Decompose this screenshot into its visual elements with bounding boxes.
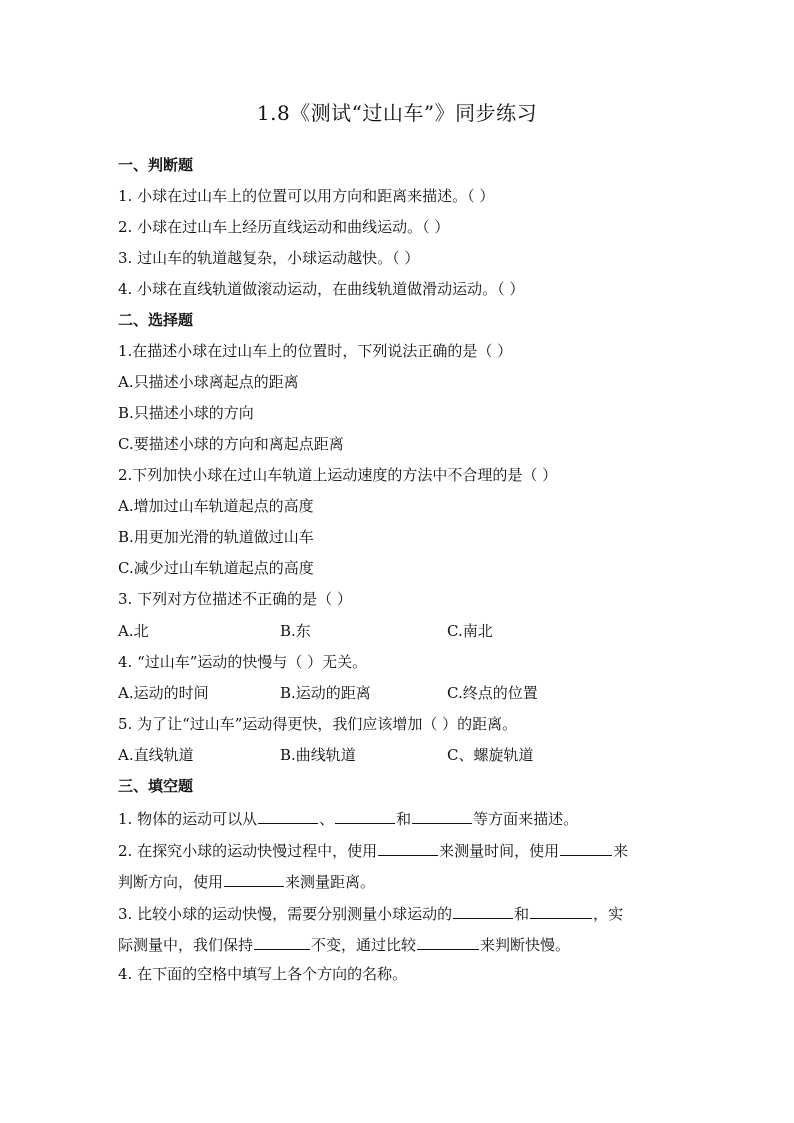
- true-false-item-1: 1. 小球在过山车上的位置可以用方向和距离来描述。（ ）: [118, 187, 495, 205]
- fill-text: 际测量中，我们保持: [118, 936, 254, 954]
- answer-blank[interactable]: [417, 933, 479, 950]
- answer-blank[interactable]: [530, 902, 592, 919]
- answer-blank[interactable]: [412, 807, 472, 824]
- answer-blank[interactable]: [378, 839, 438, 856]
- fill-text: 和: [514, 905, 530, 923]
- choice-option: B.只描述小球的方向: [118, 404, 254, 422]
- fill-text: 判断方向，使用: [118, 873, 224, 891]
- choice-question-3: 3. 下列对方位描述不正确的是（ ）: [118, 590, 352, 608]
- fill-text: 等方面来描述。: [473, 810, 579, 828]
- section-heading-true-false: 一、判断题: [118, 156, 194, 174]
- choice-question-5: 5. 为了让“过山车”运动得更快，我们应该增加（ ）的距离。: [118, 715, 518, 733]
- choice-option: A.运动的时间: [118, 684, 209, 702]
- answer-blank[interactable]: [335, 807, 395, 824]
- fill-text: 来测量距离。: [285, 873, 376, 891]
- answer-blank[interactable]: [258, 807, 318, 824]
- fill-text: ，实: [593, 905, 624, 923]
- fill-text: 来: [613, 842, 629, 860]
- fill-question-2-line-2: [118, 870, 375, 892]
- choice-option: C.南北: [447, 622, 493, 640]
- fill-question-2-line-1: [118, 839, 628, 861]
- fill-question-1: [118, 807, 578, 829]
- choice-option: B.东: [280, 622, 311, 640]
- fill-question-3-line-1: [118, 902, 623, 924]
- answer-blank[interactable]: [560, 839, 612, 856]
- section-heading-multiple-choice: 二、选择题: [118, 311, 194, 329]
- fill-text: 来测量时间，使用: [439, 842, 560, 860]
- true-false-item-4: 4. 小球在直线轨道做滚动运动，在曲线轨道做滑动运动。（ ）: [118, 280, 525, 298]
- choice-option: A.只描述小球离起点的距离: [118, 373, 299, 391]
- fill-text: 、: [319, 810, 335, 828]
- fill-text: 不变，通过比较: [311, 936, 417, 954]
- choice-option: A.直线轨道: [118, 746, 194, 764]
- choice-option: C.终点的位置: [447, 684, 538, 702]
- page-title: 1.8《测试“过山车”》同步练习: [256, 101, 538, 125]
- fill-text: 来判断快慢。: [480, 936, 571, 954]
- choice-question-1: 1.在描述小球在过山车上的位置时，下列说法正确的是（ ）: [118, 342, 513, 360]
- fill-text: 和: [396, 810, 412, 828]
- fill-question-3-line-2: [118, 933, 570, 955]
- fill-question-4: 4. 在下面的空格中填写上各个方向的名称。: [118, 965, 408, 983]
- choice-option: B.曲线轨道: [280, 746, 356, 764]
- true-false-item-2: 2. 小球在过山车上经历直线运动和曲线运动。（ ）: [118, 218, 450, 236]
- choice-option: C.减少过山车轨道起点的高度: [118, 559, 314, 577]
- fill-text: 2. 在探究小球的运动快慢过程中，使用: [118, 842, 378, 860]
- choice-option: B.用更加光滑的轨道做过山车: [118, 528, 314, 546]
- true-false-item-3: 3. 过山车的轨道越复杂，小球运动越快。（ ）: [118, 249, 420, 267]
- answer-blank[interactable]: [224, 870, 284, 887]
- choice-question-4: 4. “过山车”运动的快慢与（ ）无关。: [118, 653, 368, 671]
- choice-option: C、螺旋轨道: [447, 746, 534, 764]
- choice-question-2: 2.下列加快小球在过山车轨道上运动速度的方法中不合理的是（ ）: [118, 466, 558, 484]
- choice-option: A.北: [118, 622, 149, 640]
- choice-option: B.运动的距离: [280, 684, 371, 702]
- answer-blank[interactable]: [254, 933, 310, 950]
- choice-option: A.增加过山车轨道起点的高度: [118, 497, 314, 515]
- choice-option: C.要描述小球的方向和离起点距离: [118, 435, 344, 453]
- fill-text: 3. 比较小球的运动快慢，需要分别测量小球运动的: [118, 905, 453, 923]
- answer-blank[interactable]: [453, 902, 513, 919]
- section-heading-fill-blank: 三、填空题: [118, 777, 194, 795]
- fill-text: 1. 物体的运动可以从: [118, 810, 258, 828]
